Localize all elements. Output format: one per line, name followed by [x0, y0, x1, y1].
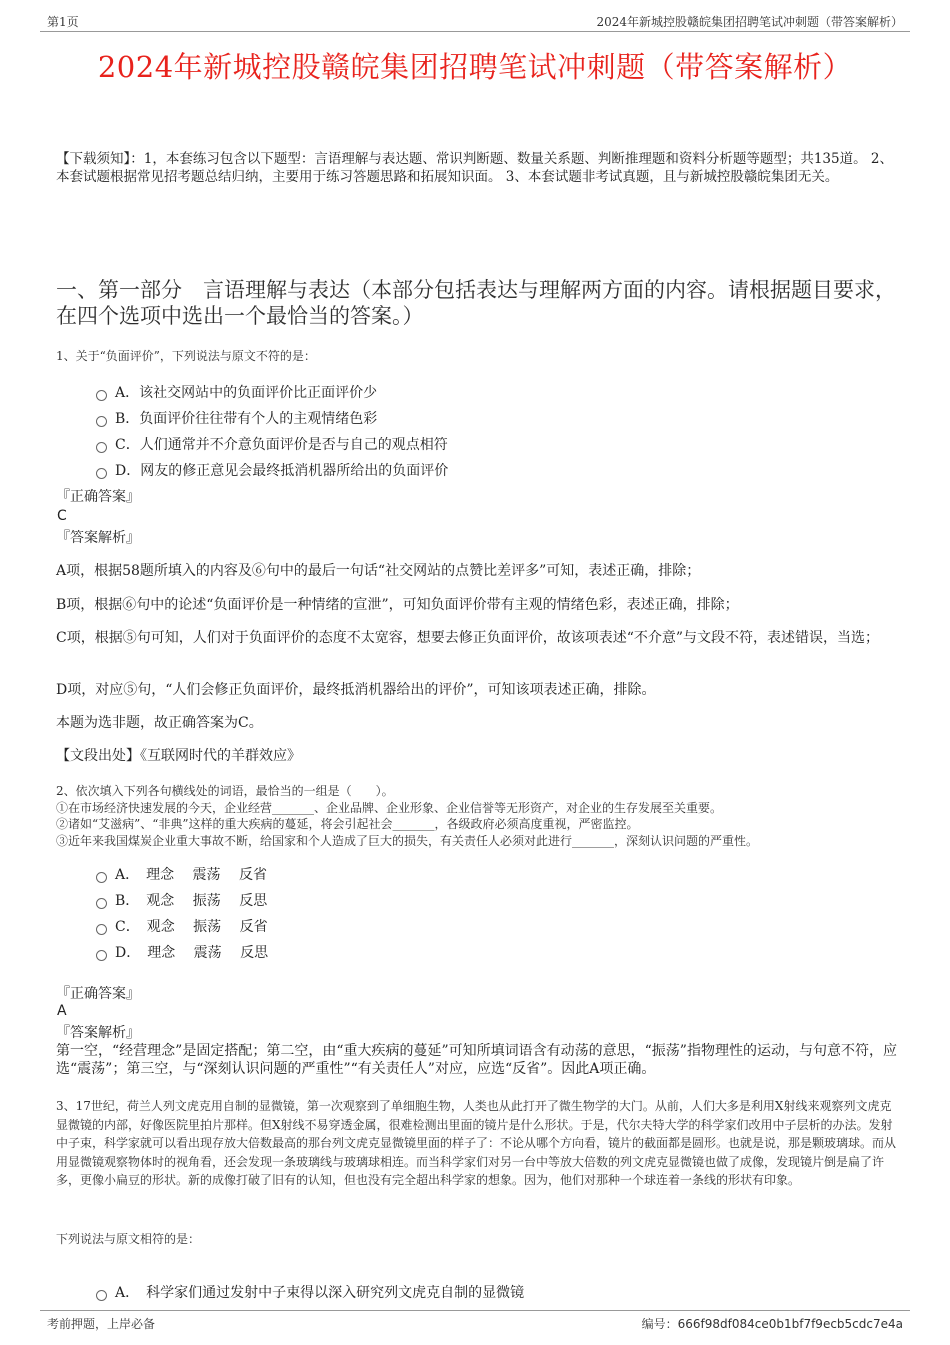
answer-label: 『正确答案』	[56, 489, 140, 505]
analysis-conclusion: 本题为选非题，故正确答案为C。	[56, 715, 263, 731]
radio-icon[interactable]	[96, 924, 107, 935]
option-a[interactable]	[96, 861, 876, 887]
page-title: 2024年新城控股赣皖集团招聘笔试冲刺题（带答案解析）	[97, 50, 853, 84]
option-label: D．网友的修正意见会最终抵消机器所给出的负面评价	[115, 463, 449, 479]
page-number: 第1页	[47, 15, 79, 29]
option-label: B．负面评价往往带有个人的主观情绪色彩	[115, 411, 378, 427]
footer-divider	[40, 1310, 910, 1311]
footer-slogan: 考前押题，上岸必备	[47, 1317, 156, 1331]
option-d[interactable]	[96, 939, 876, 965]
section-heading: 一、第一部分 言语理解与表达（本部分包括表达与理解两方面的内容。请根据题目要求，在四个选项中选出一个最恰当的答案。）	[56, 278, 896, 328]
option-label: C．人们通常并不介意负面评价是否与自己的观点相符	[115, 437, 448, 453]
source-citation: 【文段出处】《互联网时代的羊群效应》	[56, 748, 301, 764]
option-c[interactable]	[96, 913, 876, 939]
analysis-c: C项，根据⑤句可知，人们对于负面评价的态度不太宽容，想要去修正负面评价，故该项表述“不介意”与文段不符，表述错误，当选；	[56, 630, 880, 646]
question-2-stem	[56, 783, 898, 849]
radio-icon[interactable]	[96, 1290, 107, 1301]
option-label: C． 观念 振荡 反省	[115, 919, 268, 935]
radio-icon[interactable]	[96, 468, 107, 479]
radio-icon[interactable]	[96, 390, 107, 401]
answer-label: 『正确答案』	[56, 986, 140, 1002]
page-footer	[0, 1300, 950, 1345]
radio-icon[interactable]	[96, 898, 107, 909]
question-2-line: ①在市场经济快速发展的今天，企业经营_______、企业品牌、企业形象、企业信誉等无形资产，对企业的生存发展至关重要。	[56, 800, 723, 815]
radio-icon[interactable]	[96, 442, 107, 453]
question-1-options	[96, 379, 876, 483]
radio-icon[interactable]	[96, 416, 107, 427]
download-notice: 【下载须知】：1，本套练习包含以下题型：言语理解与表达题、常识判断题、数量关系题、判断推理题和资料分析题等题型；共135道。 2、本套试题根据常见招考题总结归纳，主要用于练习答题思路和拓展知识面。 3、本套试题非考试真题，且与新城控股赣皖集团无关。	[56, 151, 893, 185]
option-label: A． 科学家们通过发射中子束得以深入研究列文虎克自制的显微镜	[115, 1285, 525, 1301]
radio-icon[interactable]	[96, 950, 107, 961]
correct-answer: A	[57, 1003, 67, 1019]
analysis-text: 第一空，“经营理念”是固定搭配；第二空，由“重大疾病的蔓延”可知所填词语含有动荡的意思，“振荡”指物理性的运动，与句意不符，应选“震荡”；第三空，与“深刻认识问题的严重性”“有关责任人”对应，应选“反省”。因此A项正确。	[56, 1043, 897, 1077]
option-a[interactable]	[96, 379, 876, 405]
header-divider	[40, 31, 910, 32]
option-c[interactable]	[96, 431, 876, 457]
option-b[interactable]	[96, 405, 876, 431]
analysis-label: 『答案解析』	[56, 1025, 140, 1041]
question-1-stem: 1、关于“负面评价”，下列说法与原文不符的是：	[56, 349, 316, 363]
analysis-label: 『答案解析』	[56, 530, 140, 546]
option-b[interactable]	[96, 887, 876, 913]
analysis-b: B项，根据⑥句中的论述“负面评价是一种情绪的宣泄”，可知负面评价带有主观的情绪色彩，表述正确，排除；	[56, 597, 739, 613]
option-label: A． 理念 震荡 反省	[115, 867, 268, 883]
option-label: B． 观念 振荡 反思	[115, 893, 268, 909]
document-id-label: 编号：	[641, 1317, 678, 1331]
question-2-line: 2、依次填入下列各句横线处的词语，最恰当的一组是（ ）。	[56, 784, 394, 798]
document-id	[642, 1315, 903, 1332]
correct-answer: C	[57, 508, 67, 524]
document-id-code: 666f98df084ce0b1bf7f9ecb5cdc7e4a	[677, 1317, 903, 1331]
question-3-prompt: 下列说法与原文相符的是：	[56, 1232, 201, 1246]
question-2-line: ③近年来我国煤炭企业重大事故不断，给国家和个人造成了巨大的损失，有关责任人必须对此进行_______，深刻认识问题的严重性。	[56, 833, 759, 848]
analysis-d: D项，对应⑤句，“人们会修正负面评价，最终抵消机器给出的评价”，可知该项表述正确，排除。	[56, 682, 656, 698]
radio-icon[interactable]	[96, 872, 107, 883]
question-2-line: ②诸如“艾滋病”、“非典”这样的重大疾病的蔓延，将会引起社会_______，各级政府必须高度重视，严密监控。	[56, 817, 639, 831]
option-label: D． 理念 震荡 反思	[115, 945, 269, 961]
question-3-passage: 3、17世纪，荷兰人列文虎克用自制的显微镜，第一次观察到了单细胞生物，人类也从此打开了微生物学的大门。从前，人们大多是利用X射线来观察列文虎克显微镜的内部，好像医院里拍片那样。但X射线不易穿透金属，很难检测出里面的镜片是什么形状。于是，代尔夫特大学的科学家们改用中子层析的办法。发射中子束，科学家就可以看出现存放大倍数最高的那台列文虎克显微镜里面的样子了：不论从哪个方向看，镜片的截面都是圆形。也就是说，那是颗玻璃球。而从用显微镜观察物体时的视角看，还会发现一条玻璃线与玻璃球相连。而当科学家们对另一台中等放大倍数的列文虎克显微镜也做了成像，发现镜片倒是扁了许多，更像小扁豆的形状。新的成像打破了旧有的认知，但也没有完全超出科学家的想象。因为，他们对那种一个球连着一条线的形状有印象。	[56, 1099, 897, 1187]
question-2-options	[96, 861, 876, 965]
analysis-a: A项，根据58题所填入的内容及⑥句中的最后一句话“社交网站的点赞比差评多”可知，表述正确，排除；	[56, 563, 701, 579]
option-d[interactable]	[96, 457, 876, 483]
header-doc-title: 2024年新城控股赣皖集团招聘笔试冲刺题（带答案解析）	[596, 15, 903, 29]
option-label: A．该社交网站中的负面评价比正面评价少	[115, 385, 378, 401]
page-header	[0, 0, 950, 34]
